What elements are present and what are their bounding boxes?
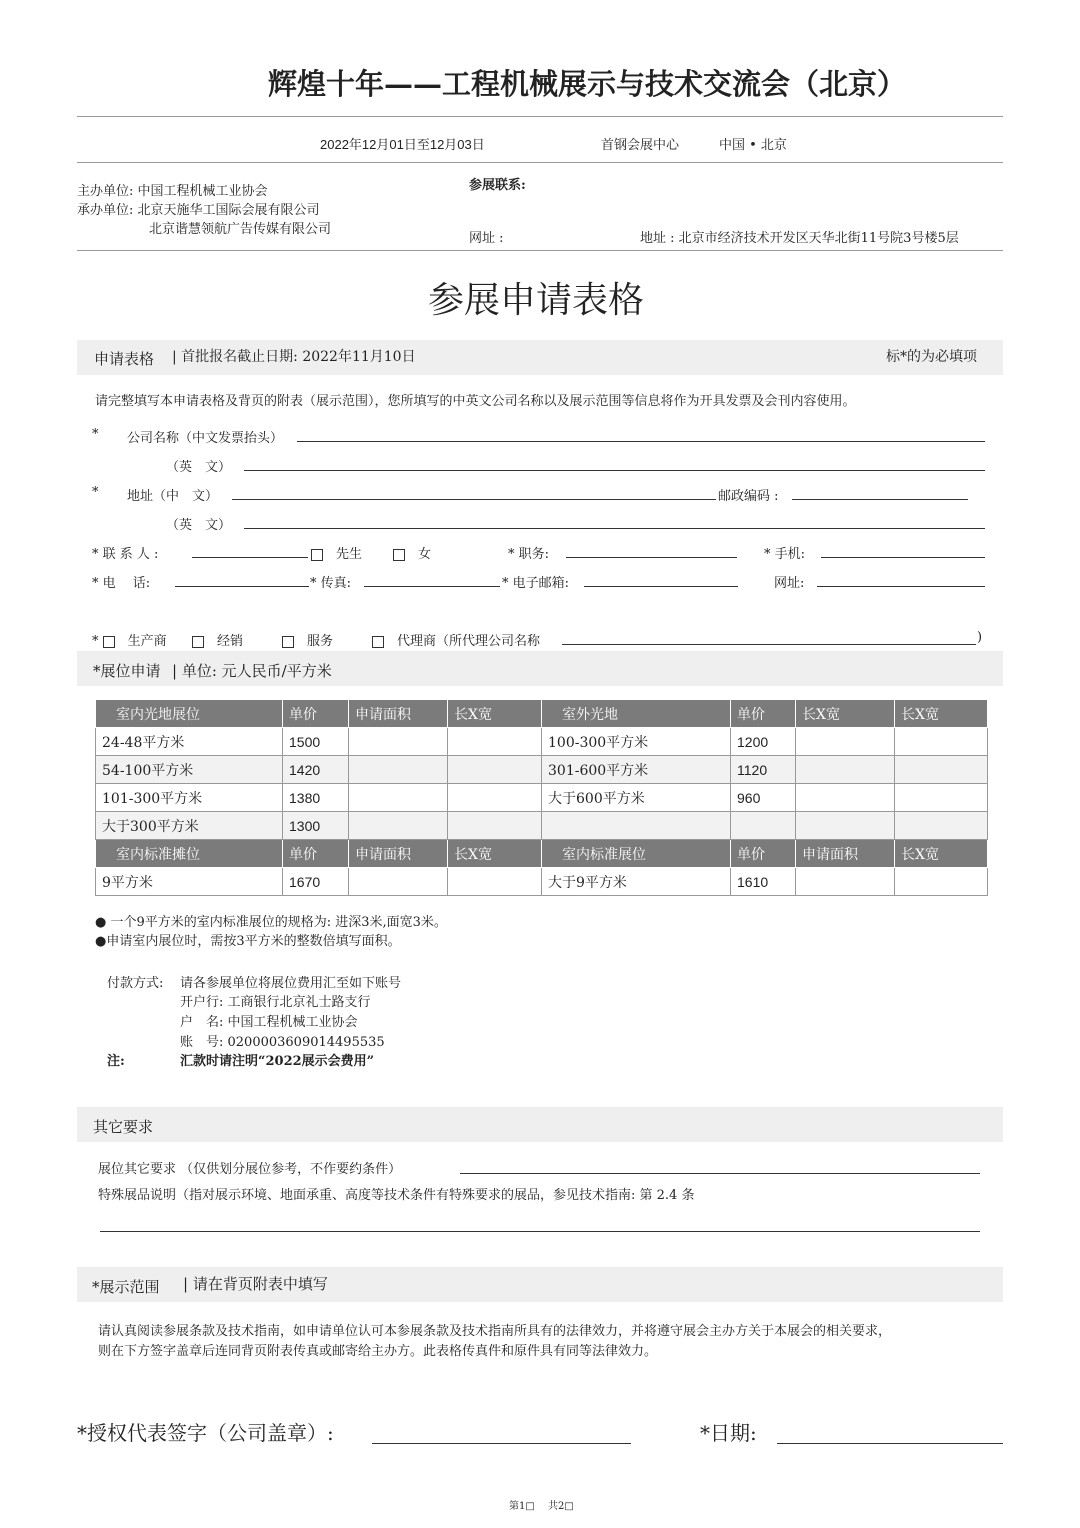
- scope-label: *展示范围: [92, 1278, 160, 1296]
- table-cell: 1380: [283, 784, 349, 812]
- website-label: 网址:: [774, 576, 805, 591]
- table-input-cell[interactable]: [796, 728, 895, 756]
- table-header-cell: 申请面积: [349, 840, 448, 868]
- table-input-cell[interactable]: [349, 812, 448, 840]
- table-input-cell[interactable]: [895, 728, 988, 756]
- other-label: 其它要求: [93, 1118, 154, 1136]
- table-row: [96, 812, 988, 840]
- scope-text-2: 则在下方签字盖章后连同背页附表传真或邮寄给主办方。此表格传真件和原件具有同等法律效力。: [98, 1344, 658, 1359]
- table-header-cell: 室内光地展位: [96, 700, 283, 728]
- fax-input[interactable]: [364, 586, 500, 587]
- table-header-row: [96, 840, 988, 868]
- table-cell: 960: [731, 784, 796, 812]
- booth-req-label: 展位其它要求 （仅供划分展位参考，不作要约条件）: [98, 1162, 402, 1177]
- contact-label: 参展联系:: [469, 178, 526, 193]
- table-input-cell[interactable]: [895, 868, 988, 896]
- divider: [77, 162, 1003, 163]
- table-cell: 1610: [731, 868, 796, 896]
- payment-account: 账 号: 0200003609014495535: [180, 1035, 385, 1050]
- required-mark: *: [92, 576, 99, 591]
- section-bar: [77, 1107, 1003, 1142]
- table-row: [96, 868, 988, 896]
- table-input-cell[interactable]: [895, 812, 988, 840]
- table-input-cell[interactable]: [349, 728, 448, 756]
- dealer-label: 经销: [217, 634, 244, 649]
- table-cell: 1300: [283, 812, 349, 840]
- table-input-cell[interactable]: [349, 756, 448, 784]
- required-mark: *: [508, 547, 515, 562]
- table-row: [96, 784, 988, 812]
- website-input[interactable]: [817, 586, 985, 587]
- booth-price-table: [95, 699, 988, 896]
- table-input-cell[interactable]: [796, 868, 895, 896]
- email-label: 电子邮箱:: [512, 576, 570, 591]
- host-label: 主办单位:: [77, 184, 134, 199]
- table-cell: 1120: [731, 756, 796, 784]
- table-cell: 100-300平方米: [542, 728, 731, 756]
- fax-label: 传真:: [320, 576, 352, 591]
- date-input[interactable]: [777, 1443, 1003, 1444]
- address-en-input[interactable]: [244, 528, 985, 529]
- contact-input[interactable]: [192, 557, 308, 558]
- table-input-cell[interactable]: [895, 784, 988, 812]
- ms-checkbox[interactable]: [393, 549, 405, 561]
- table-cell: 24-48平方米: [96, 728, 283, 756]
- website-label: 网址 :: [469, 231, 504, 246]
- mobile-label: 手机:: [774, 547, 806, 562]
- payment-name: 户 名: 中国工程机械工业协会: [180, 1015, 358, 1030]
- title-input[interactable]: [566, 557, 737, 558]
- required-mark: *: [92, 427, 99, 442]
- booth-req-input[interactable]: [460, 1173, 980, 1174]
- mr-checkbox[interactable]: [311, 549, 323, 561]
- agent-input[interactable]: [562, 644, 976, 645]
- address-en-label: （英 文）: [166, 518, 232, 533]
- phone-input[interactable]: [175, 586, 309, 587]
- booth-label: *展位申请: [93, 662, 161, 680]
- table-header-cell: 申请面积: [796, 840, 895, 868]
- required-note: 标*的为必填项: [886, 349, 977, 365]
- divider: [77, 116, 1003, 117]
- table-input-cell[interactable]: [895, 756, 988, 784]
- contact-label: 联 系 人 :: [102, 547, 159, 562]
- signature-input[interactable]: [372, 1443, 631, 1444]
- table-row: [96, 756, 988, 784]
- table-cell: 1200: [731, 728, 796, 756]
- table-header-cell: 单价: [731, 700, 796, 728]
- mr-label: 先生: [336, 547, 363, 562]
- table-header-cell: 室外光地: [542, 700, 731, 728]
- table-cell: 101-300平方米: [96, 784, 283, 812]
- required-mark: *: [310, 576, 317, 591]
- table-cell: 1420: [283, 756, 349, 784]
- agent-label: 代理商（所代理公司名称: [397, 634, 541, 649]
- table-cell: 大于300平方米: [96, 812, 283, 840]
- company-cn-input[interactable]: [297, 441, 985, 442]
- table-header-cell: 单价: [283, 700, 349, 728]
- phone-label: 电 话:: [102, 576, 151, 591]
- title-label: 职务:: [518, 547, 550, 562]
- table-cell: 301-600平方米: [542, 756, 731, 784]
- ms-label: 女: [418, 547, 432, 562]
- required-mark: *: [502, 576, 509, 591]
- service-label: 服务: [307, 634, 334, 649]
- address-cn-input[interactable]: [232, 499, 716, 500]
- event-dates: 2022年12月01日至12月03日: [320, 137, 485, 152]
- table-header-cell: 长X宽: [895, 840, 988, 868]
- special-input[interactable]: [100, 1231, 980, 1232]
- dealer-checkbox[interactable]: [192, 636, 204, 648]
- page-number: 第1□ 共2□: [509, 1501, 574, 1512]
- date-label: *日期:: [700, 1421, 757, 1445]
- event-title: 辉煌十年——工程机械展示与技术交流会（北京）: [268, 67, 907, 101]
- required-mark: *: [92, 485, 99, 500]
- payment-label: 付款方式:: [107, 976, 164, 991]
- organizer-label: 承办单位:: [77, 203, 134, 218]
- table-input-cell[interactable]: [448, 728, 542, 756]
- table-input-cell[interactable]: [796, 756, 895, 784]
- table-input-cell[interactable]: [349, 784, 448, 812]
- organizer-1: 北京天施华工国际会展有限公司: [137, 203, 320, 218]
- table-header-cell: 长X宽: [448, 840, 542, 868]
- table-header-cell: 单价: [283, 840, 349, 868]
- agent-checkbox[interactable]: [372, 636, 384, 648]
- table-cell: 1670: [283, 868, 349, 896]
- form-title: 参展申请表格: [428, 280, 645, 321]
- table-input-cell[interactable]: [796, 784, 895, 812]
- table-input-cell[interactable]: [448, 868, 542, 896]
- table-cell: 大于9平方米: [542, 868, 731, 896]
- table-header-cell: 单价: [731, 840, 796, 868]
- payment-note: 汇款时请注明“2022展示会费用”: [180, 1054, 375, 1069]
- instruction: 请完整填写本申请表格及背页的附表（展示范围），您所填写的中英文公司名称以及展示范围等信息将作为开具发票及会刊内容使用。: [95, 394, 856, 409]
- table-input-cell[interactable]: [448, 756, 542, 784]
- company-en-label: （英 文）: [166, 460, 232, 475]
- address-cn-label: 地址（中 文）: [127, 489, 219, 504]
- required-mark: *: [92, 634, 99, 649]
- signature-label: *授权代表签字（公司盖章）:: [77, 1421, 334, 1445]
- table-cell: 1500: [283, 728, 349, 756]
- special-label: 特殊展品说明（指对展示环境、地面承重、高度等技术条件有特殊要求的展品，参见技术指南: 第 2.4 条: [98, 1188, 695, 1203]
- booth-note-1: ● 一个9平方米的室内标准展位的规格为: 进深3米,面宽3米。: [95, 915, 447, 930]
- postcode-input[interactable]: [792, 499, 968, 500]
- table-input-cell[interactable]: [731, 812, 796, 840]
- table-cell: 大于600平方米: [542, 784, 731, 812]
- table-input-cell[interactable]: [448, 812, 542, 840]
- email-input[interactable]: [584, 586, 738, 587]
- payment-note-label: 注:: [107, 1054, 125, 1069]
- table-header-cell: 长X宽: [448, 700, 542, 728]
- booth-note-2: ●申请室内展位时，需按3平方米的整数倍填写面积。: [95, 934, 401, 949]
- address: 地址 : 北京市经济技术开发区天华北街11号院3号楼5层: [640, 231, 959, 246]
- service-checkbox[interactable]: [282, 636, 294, 648]
- event-venue: 首钢会展中心: [601, 138, 680, 153]
- table-input-cell[interactable]: [796, 812, 895, 840]
- event-location: 中国 • 北京: [719, 138, 787, 153]
- table-input-cell[interactable]: [349, 868, 448, 896]
- producer-checkbox[interactable]: [103, 636, 115, 648]
- table-header-cell: 室内标准展位: [542, 840, 731, 868]
- required-mark: *: [92, 547, 99, 562]
- table-row: [96, 728, 988, 756]
- deadline: | 首批报名截止日期: 2022年11月10日: [172, 349, 416, 365]
- table-header-cell: 室内标准摊位: [96, 840, 283, 868]
- table-header-row: [96, 700, 988, 728]
- table-cell: 54-100平方米: [96, 756, 283, 784]
- company-cn-label: 公司名称（中文发票抬头）: [127, 431, 284, 446]
- company-en-input[interactable]: [244, 470, 985, 471]
- payment-line: 请各参展单位将展位费用汇至如下账号: [180, 976, 402, 991]
- organizer-2: 北京谐慧领航广告传媒有限公司: [149, 222, 332, 237]
- mobile-input[interactable]: [821, 557, 985, 558]
- host: 中国工程机械工业协会: [137, 184, 268, 199]
- section-label: 申请表格: [94, 350, 155, 368]
- divider: [77, 250, 1003, 251]
- scope-text-1: 请认真阅读参展条款及技术指南，如申请单位认可本参展条款及技术指南所具有的法律效力，并将遵守展会主办方关于本展会的相关要求，: [98, 1324, 892, 1339]
- table-input-cell[interactable]: [448, 784, 542, 812]
- table-header-cell: 长X宽: [895, 700, 988, 728]
- table-header-cell: 长X宽: [796, 700, 895, 728]
- postcode-label: 邮政编码 :: [718, 489, 779, 504]
- agent-close-paren: ): [977, 630, 983, 645]
- table-header-cell: 申请面积: [349, 700, 448, 728]
- table-cell: 9平方米: [96, 868, 283, 896]
- payment-bank: 开户行: 工商银行北京礼士路支行: [180, 995, 371, 1010]
- producer-label: 生产商: [127, 634, 167, 649]
- required-mark: *: [764, 547, 771, 562]
- scope-value: | 请在背页附表中填写: [183, 1275, 328, 1293]
- table-input-cell[interactable]: [542, 812, 731, 840]
- booth-unit: | 单位: 元人民币/平方米: [172, 662, 332, 680]
